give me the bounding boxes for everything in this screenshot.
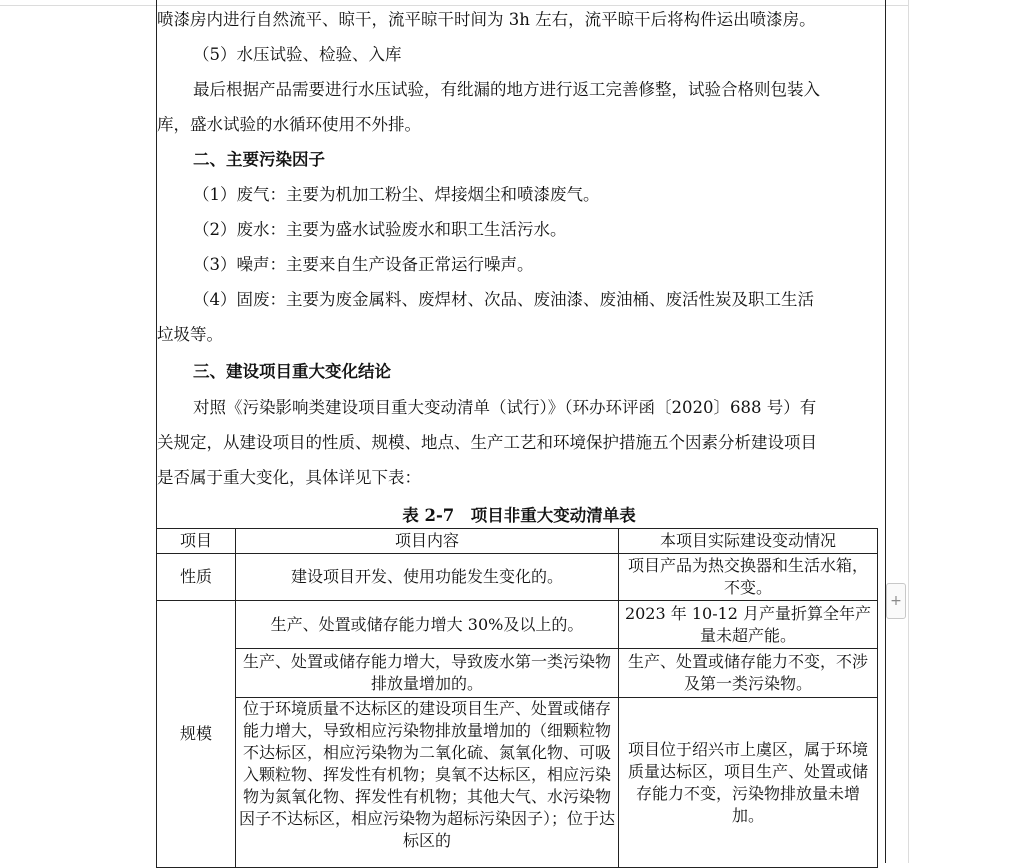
paragraph: 最后根据产品需要进行水压试验，有纰漏的地方进行返工完善修整，试验合格则包装入 bbox=[193, 80, 820, 99]
list-item: （1）废气：主要为机加工粉尘、焊接烟尘和喷漆废气。 bbox=[193, 185, 600, 204]
table-row bbox=[157, 554, 878, 601]
table-cell-status: 生产、处置或储存能力不变，不涉及第一类污染物。 bbox=[619, 649, 878, 698]
header-cell: 项目 bbox=[157, 529, 236, 554]
paragraph: 喷漆房内进行自然流平、晾干，流平晾干时间为 3h 左右，流平晾干后将构件运出喷漆房。 bbox=[157, 10, 816, 29]
table-header-row bbox=[157, 529, 878, 554]
list-item: （4）固废：主要为废金属料、废焊材、次品、废油漆、废油桶、废活性炭及职工生活 bbox=[193, 290, 814, 309]
paragraph: 对照《污染影响类建设项目重大变动清单（试行）》（环办环评函〔2020〕688 号）有 bbox=[193, 398, 817, 417]
list-item: （2）废水：主要为盛水试验废水和职工生活污水。 bbox=[193, 220, 567, 239]
plus-icon[interactable]: + bbox=[886, 583, 906, 619]
list-item: （3）噪声：主要来自生产设备正常运行噪声。 bbox=[193, 255, 534, 274]
change-list-table bbox=[156, 528, 878, 868]
table-cell-content: 建设项目开发、使用功能发生变化的。 bbox=[236, 554, 619, 601]
table-row bbox=[157, 601, 878, 649]
section-heading-water-test: （5）水压试验、检验、入库 bbox=[193, 45, 402, 64]
table-cell-status: 2023 年 10-12 月产量折算全年产量未超产能。 bbox=[619, 601, 878, 649]
table-row bbox=[157, 698, 878, 868]
paragraph: 库，盛水试验的水循环使用不外排。 bbox=[157, 115, 421, 134]
table-cell-status: 项目位于绍兴市上虞区，属于环境质量达标区，项目生产、处置或储存能力不变，污染物排放量未增加。 bbox=[619, 698, 878, 868]
section-heading-conclusion: 三、建设项目重大变化结论 bbox=[193, 362, 391, 381]
paragraph: 关规定，从建设项目的性质、规模、地点、生产工艺和环境保护措施五个因素分析建设项目 bbox=[157, 433, 817, 452]
table-cell-item: 规模 bbox=[157, 601, 236, 868]
list-item: 垃圾等。 bbox=[157, 325, 223, 344]
table-cell-content: 生产、处置或储存能力增大，导致废水第一类污染物排放量增加的。 bbox=[236, 649, 619, 698]
header-cell: 本项目实际建设变动情况 bbox=[619, 529, 878, 554]
page-right-border bbox=[908, 0, 909, 863]
header-cell: 项目内容 bbox=[236, 529, 619, 554]
table-cell-content: 位于环境质量不达标区的建设项目生产、处置或储存能力增大，导致相应污染物排放量增加的（细颗粒物不达标区，相应污染物为二氧化硫、氮氧化物、可吸入颗粒物、挥发性有机物；臭氧不达标区，相应污染物为氮氧化物、挥发性有机物；其他大气、水污染物因子不达标区，相应污染物为超标污染因子）；位于达标区的 bbox=[236, 698, 619, 868]
section-heading-pollutants: 二、主要污染因子 bbox=[193, 150, 325, 169]
table-cell-item: 性质 bbox=[157, 554, 236, 601]
table-caption: 表 2-7 项目非重大变动清单表 bbox=[402, 506, 636, 525]
table-cell-status: 项目产品为热交换器和生活水箱，不变。 bbox=[619, 554, 878, 601]
table-row bbox=[157, 649, 878, 698]
paragraph: 是否属于重大变化，具体详见下表： bbox=[157, 468, 421, 487]
table-cell-content: 生产、处置或储存能力增大 30%及以上的。 bbox=[236, 601, 619, 649]
